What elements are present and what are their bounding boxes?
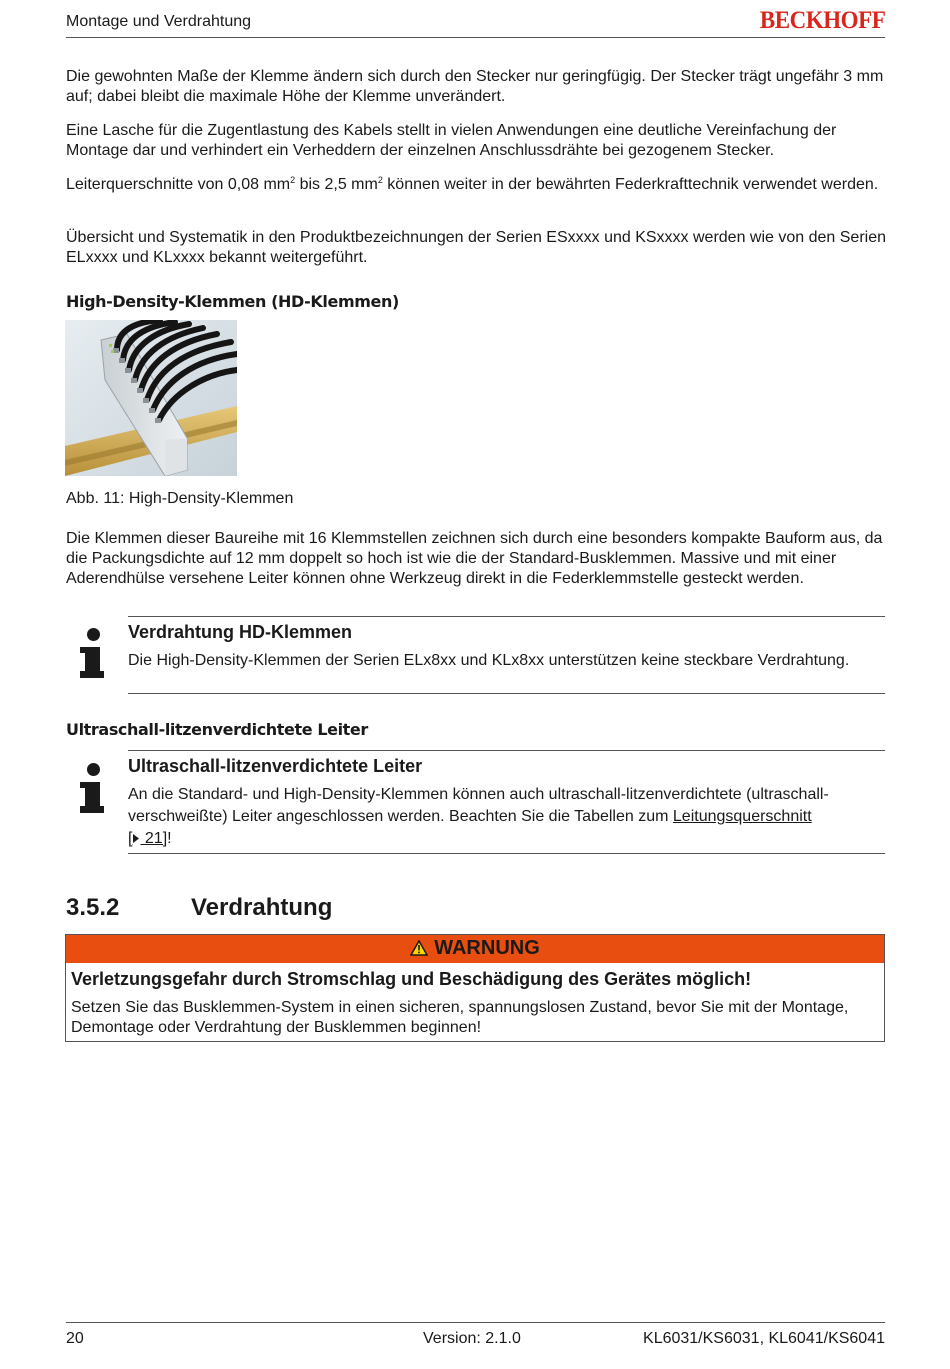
version-label: Version: 2.1.0 xyxy=(423,1330,521,1347)
info-icon xyxy=(80,763,108,815)
page-ref-link[interactable]: [ 21] xyxy=(128,830,168,847)
page-number: 20 xyxy=(66,1330,84,1347)
ultra-heading: Ultraschall-litzenverdichtete Leiter xyxy=(66,720,368,739)
product-label: KL6031/KS6031, KL6041/KS6041 xyxy=(643,1330,885,1347)
warning-triangle-icon xyxy=(410,940,428,956)
paragraph-dimensions: Die gewohnten Maße der Klemme ändern sich durch den Stecker nur geringfügig. Der Stecker trägt ungefähr 3 mm auf; dabei bleibt die maximale Höhe der Klemme unverändert. xyxy=(66,68,884,105)
warning-label: WARNUNG xyxy=(66,937,884,960)
section-title: Verdrahtung xyxy=(191,894,333,921)
paragraph-hd-description: Die Klemmen dieser Baureihe mit 16 Klemmstellen zeichnen sich durch eine besonders kompakte Bauform aus, da die Packungsdichte auf 12 mm doppelt so hoch ist wie die der Standard-Busklemmen. Massive und mit einer Aderendhülse versehene Leiter können ohne Werkzeug direkt in die Federklemmstelle gesteckt werden. xyxy=(66,530,883,587)
note2-top-rule xyxy=(128,750,885,751)
cross-section-link[interactable]: Leitungsquerschnitt xyxy=(672,808,812,825)
paragraph-strain-relief: Eine Lasche für die Zugentlastung des Kabels stellt in vielen Anwendungen eine deutliche Vereinfachung der Montage dar und verhindert ein Verheddern der einzelnen Anschlussdrähte bei gezogenem Stecker. xyxy=(66,122,837,159)
hd-heading: High-Density-Klemmen (HD-Klemmen) xyxy=(66,292,399,311)
footer-rule xyxy=(66,1322,885,1323)
note1-top-rule xyxy=(128,616,885,617)
note2-title: Ultraschall-litzenverdichtete Leiter xyxy=(128,756,423,776)
note1-title: Verdrahtung HD-Klemmen xyxy=(128,622,353,642)
figure-caption: Abb. 11: High-Density-Klemmen xyxy=(66,490,294,507)
note1-body: Die High-Density-Klemmen der Serien ELx8xx und KLx8xx unterstützen keine steckbare Verdrahtung. xyxy=(128,652,850,669)
header-rule xyxy=(66,37,885,38)
info-icon xyxy=(80,628,108,680)
section-number: 3.5.2 xyxy=(66,894,120,921)
paragraph-overview: Übersicht und Systematik in den Produktbezeichnungen der Serien ESxxxx und KSxxxx werden wie von den Serien ELxxxx und KLxxxx bekannt weitergeführt. xyxy=(66,229,887,266)
note2-body: An die Standard- und High-Density-Klemmen können auch ultraschall-litzenverdichtete (ultraschallverschweißte) Leiter angeschlossen werden. Beachten Sie die Tabellen zum Leitungsquerschnitt [ 21]! xyxy=(128,786,829,847)
note1-bottom-rule xyxy=(128,693,885,694)
note2-bottom-rule xyxy=(128,853,885,854)
beckhoff-logo: BECKHOFF xyxy=(759,7,885,34)
paragraph-cross-sections: Leiterquerschnitte von 0,08 $mm^2$ bis 2,5 $mm^2$ können weiter in der bewährten Federkrafttechnik verwendet werden. xyxy=(66,175,879,193)
hd-terminal-photo xyxy=(65,320,237,476)
warning-body: Setzen Sie das Busklemmen-System in einen sicheren, spannungslosen Zustand, bevor Sie mit der Montage, Demontage oder Verdrahtung der Busklemmen beginnen! xyxy=(71,999,849,1036)
warning-box xyxy=(65,934,885,1042)
warning-heading: Verletzungsgefahr durch Stromschlag und Beschädigung des Gerätes möglich! xyxy=(71,969,752,989)
running-header: Montage und Verdrahtung xyxy=(66,13,252,30)
